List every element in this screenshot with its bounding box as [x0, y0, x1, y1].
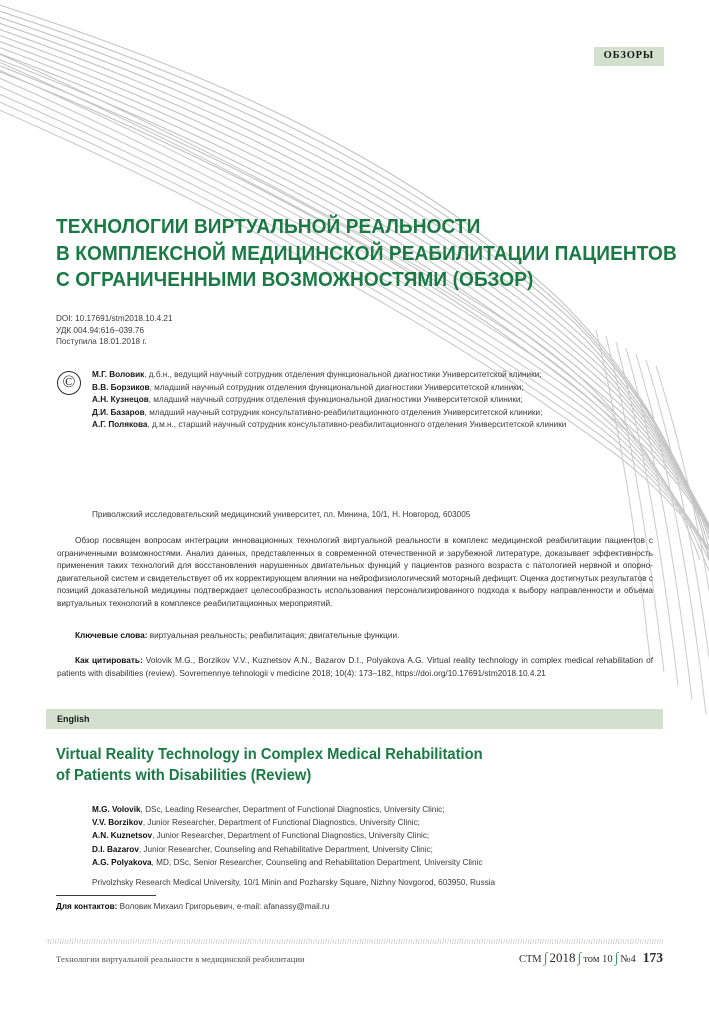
how-to-cite-label: Как цитировать: — [75, 656, 143, 665]
author-entry: A.N. Kuznetsov, Junior Researcher, Department of Functional Diagnostics, University Clinic; — [92, 831, 430, 841]
footer-separator-2: ∫ — [577, 951, 582, 966]
author-entry: А.Н. Кузнецов, младший научный сотрудник отделения функциональной диагностики Университетской клиники; — [92, 395, 523, 405]
contact-line — [56, 901, 329, 913]
author-entry: V.V. Borzikov, Junior Researcher, Department of Functional Diagnostics, University Clinic; — [92, 818, 420, 828]
received-line: Поступила 18.01.2018 г. — [56, 337, 147, 347]
author-entry: В.В. Борзиков, младший научный сотрудник отделения функциональной диагностики Университетской клиники; — [92, 382, 524, 392]
title-ru-line-2: В КОМПЛЕКСНОЙ МЕДИЦИНСКОЙ РЕАБИЛИТАЦИИ ПАЦИЕНТОВ — [56, 241, 677, 265]
page-title-ru — [56, 214, 677, 294]
authors-list-en — [92, 803, 662, 869]
how-to-cite — [57, 655, 653, 680]
footer-page-number: 173 — [642, 950, 663, 965]
footer-running-title: Технологии виртуальной реальности в медицинской реабилитации — [56, 954, 305, 964]
doi-line: DOI: 10.17691/stm2018.10.4.21 — [56, 314, 173, 323]
copyright-icon: © — [57, 371, 81, 395]
language-band-label: English — [57, 714, 90, 724]
udk-line: УДК 004.94:616–039.76 — [56, 325, 144, 335]
author-entry: Д.И. Базаров, младший научный сотрудник консультативно-реабилитационного отделения Университетской клиники; — [92, 407, 543, 417]
author-entry: D.I. Bazarov, Junior Researcher, Counseling and Rehabilitative Department, University Clinic; — [92, 844, 433, 854]
language-band — [46, 709, 663, 729]
keywords-ru — [57, 630, 653, 643]
footer-year: 2018 — [549, 950, 576, 965]
section-badge: ОБЗОРЫ — [594, 47, 664, 66]
article-identifiers — [56, 313, 173, 348]
contact-label: Для контактов: — [56, 902, 118, 911]
page-title-en — [56, 745, 626, 786]
author-entry: A.G. Polyakova, MD, DSc, Senior Researcher, Counseling and Rehabilitation Department, University Clinic — [92, 857, 483, 867]
contact-divider — [56, 895, 156, 896]
author-entry: М.Г. Воловик, д.б.н., ведущий научный сотрудник отделения функциональной диагностики Университетской клиники; — [92, 370, 542, 379]
affiliation-en: Privolzhsky Research Medical University, 10/1 Minin and Pozharsky Square, Nizhny Novgorod, 603950, Russia — [92, 878, 496, 887]
footer-separator-1: ∫ — [543, 951, 548, 966]
footer-journal: СТМ — [519, 954, 542, 965]
footer-decorative-rule — [46, 939, 663, 944]
title-ru-line-3: С ОГРАНИЧЕННЫМИ ВОЗМОЖНОСТЯМИ (ОБЗОР) — [56, 268, 534, 291]
title-en-line-1: Virtual Reality Technology in Complex Medical Rehabilitation — [56, 746, 483, 763]
footer-volume: том 10 — [583, 954, 613, 965]
footer-citation — [519, 950, 663, 967]
contact-value: Воловик Михаил Григорьевич, e-mail: afanassy@mail.ru — [117, 902, 330, 911]
title-ru-line-1: ТЕХНОЛОГИИ ВИРТУАЛЬНОЙ РЕАЛЬНОСТИ — [56, 215, 481, 238]
how-to-cite-value: Volovik M.G., Borzikov V.V., Kuznetsov A.N., Bazarov D.I., Polyakova A.G. Virtual reality technology in complex medical rehabilitation of patients with disabilities (review). Sovremennye tehnologii v medicine 2018; 10(4): 173–182, https://doi.org/10.17691/stm2018.10.4.21 — [57, 656, 654, 678]
affiliation-ru: Приволжский исследовательский медицинский университет, пл. Минина, 10/1, Н. Новгород, 603005 — [92, 510, 471, 519]
abstract-ru — [57, 535, 653, 610]
footer-issue: №4 — [620, 954, 636, 965]
footer-separator-3: ∫ — [614, 951, 619, 966]
author-entry: А.Г. Полякова, д.м.н., старший научный сотрудник консультативно-реабилитационного отделения Университетской клиники — [92, 420, 567, 430]
keywords-value: виртуальная реальность; реабилитация; двигательные функции. — [147, 631, 400, 640]
title-en-line-2: of Patients with Disabilities (Review) — [56, 766, 312, 784]
author-entry: M.G. Volovik, DSc, Leading Researcher, Department of Functional Diagnostics, University Clinic; — [92, 805, 445, 814]
abstract-text: Обзор посвящен вопросам интеграции инновационных технологий виртуальной реальности в комплекс медицинской реабилитации пациентов с ограниченными возможностями. Анализ данных, представленных в современной отечественной и зарубежной литературе, доказывает эффективность применения таких технологий для восстановления нарушенных двигательных функций у пациентов разного возраста с патологией нервной и опорно-двигательной систем и свидетельствует об их корректирующем влиянии на нейрофизиологический моторный дефицит. Оценка достигнутых результатов с позиций доказательной медицины подтверждает целесообразность использования персонализированного подхода к выбору направленности и объема виртуальных технологий в комплексе реабилитационных мероприятий. — [57, 536, 653, 608]
keywords-label: Ключевые слова: — [75, 631, 148, 640]
authors-list-ru — [92, 369, 652, 432]
